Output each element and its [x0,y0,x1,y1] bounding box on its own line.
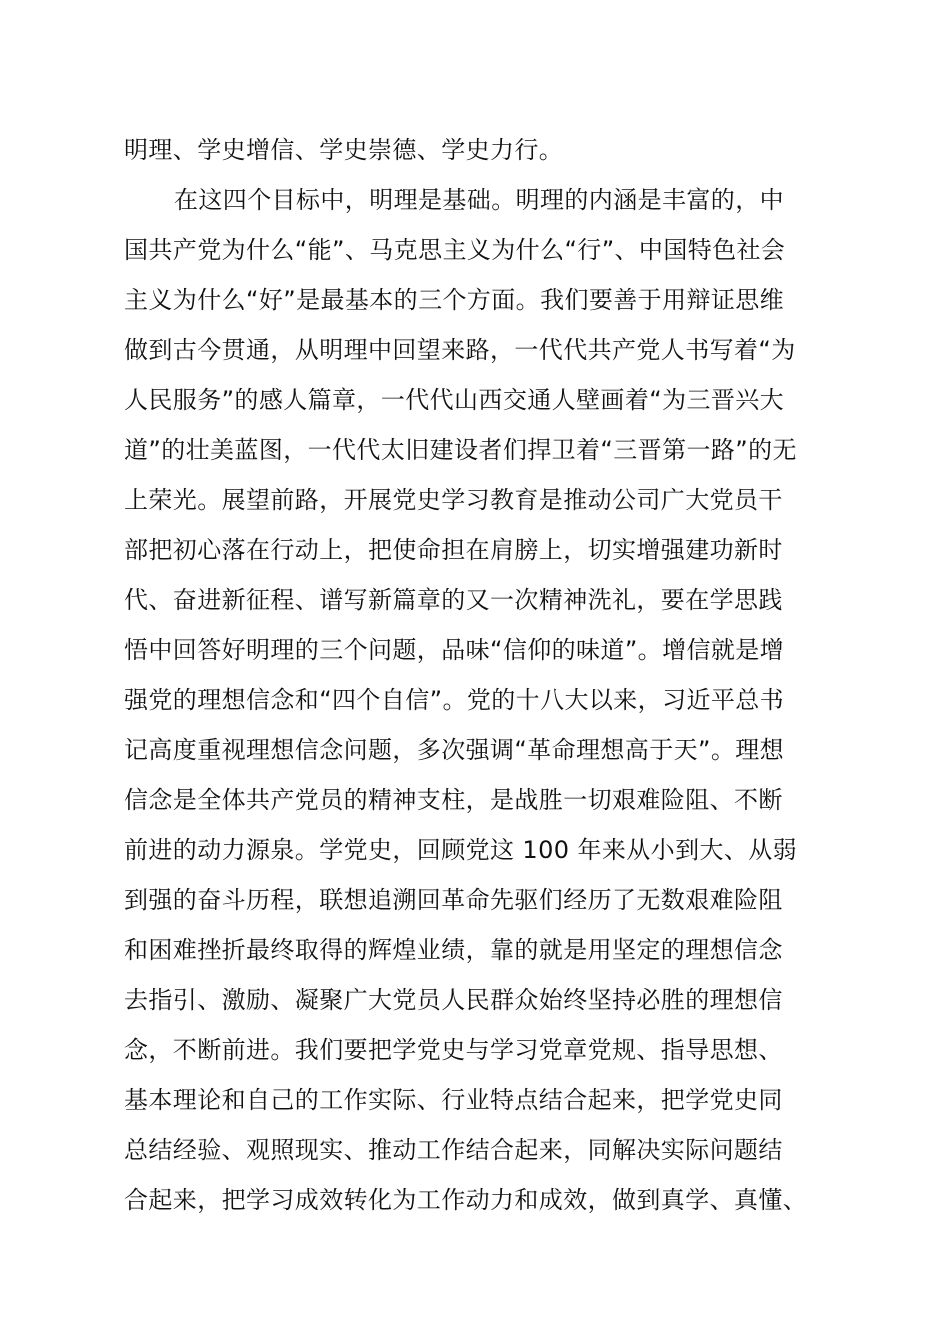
text-line: 基本理论和自己的工作实际、行业特点结合起来，把学党史同 [124,1086,783,1114]
text-line: 去指引、激励、凝聚广大党员人民群众始终坚持必胜的理想信 [124,986,783,1014]
text-line: 明理、学史增信、学史崇德、学史力行。 [124,136,564,164]
text-line: 国共产党为什么“能”、马克思主义为什么“行”、中国特色社会 [124,236,786,264]
text-line: 部把初心落在行动上，把使命担在肩膀上，切实增强建功新时 [124,536,783,564]
text-line: 在这四个目标中，明理是基础。明理的内涵是丰富的，中 [174,186,784,214]
text-line: 记高度重视理想信念问题，多次强调“革命理想高于天”。理想 [124,736,785,764]
text-line: 做到古今贯通，从明理中回望来路，一代代共产党人书写着“为 [124,336,796,364]
body-text [124,125,844,1225]
text-line: 道”的壮美蓝图，一代代太旧建设者们捍卫着“三晋第一路”的无 [124,436,797,464]
text-line: 合起来，把学习成效转化为工作动力和成效，做到真学、真懂、 [124,1186,808,1214]
text-line: 到强的奋斗历程，联想追溯回革命先驱们经历了无数艰难险阻 [124,886,783,914]
text-line: 人民服务”的感人篇章，一代代山西交通人壁画着“为三晋兴大 [124,386,785,414]
text-line: 代、奋进新征程、谱写新篇章的又一次精神洗礼，要在学思践 [124,586,783,614]
text-line: 前进的动力源泉。学党史，回顾党这 100 年来从小到大、从弱 [124,836,798,864]
text-line: 主义为什么“好”是最基本的三个方面。我们要善于用辩证思维 [124,286,785,314]
text-line: 信念是全体共产党员的精神支柱，是战胜一切艰难险阻、不断 [124,786,783,814]
text-line: 强党的理想信念和“四个自信”。党的十八大以来，习近平总书 [124,686,785,714]
text-line: 和困难挫折最终取得的辉煌业绩，靠的就是用坚定的理想信念 [124,936,783,964]
text-line: 总结经验、观照现实、推动工作结合起来，同解决实际问题结 [124,1136,783,1164]
text-line: 上荣光。展望前路，开展党史学习教育是推动公司广大党员干 [124,486,783,514]
text-line: 悟中回答好明理的三个问题，品味“信仰的味道”。增信就是增 [124,636,785,664]
text-line: 念，不断前进。我们要把学党史与学习党章党规、指导思想、 [124,1036,783,1064]
